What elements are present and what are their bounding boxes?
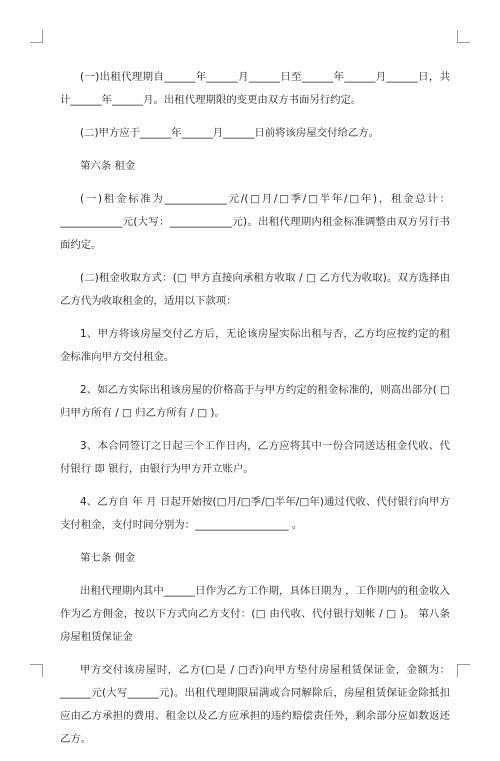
clause-rent-item-4: 4、乙方自 年 月 日起开始按(□月/□季/□半年/□年)通过代收、代付银行向甲方支付租金，支付时间分别为：__________________ 。 xyxy=(60,496,450,531)
clause-deposit: 甲方交付该房屋时，乙方(□是 / □否)向甲方垫付房屋租赁保证金，金额为：______元(大写______元)。出租代理期限届满或合同解除后，房屋租赁保证金除抵扣应由乙方承担的费用、租金以及乙方应承担的违约赔偿责任外，剩余部分应如数返还乙方。 xyxy=(60,664,450,745)
clause-rent-standard: (一)租金标准为____________元/(□月/□季/□半年/□年)，租金总计：____________元(大写：____________元)。出租代理期内租金标准调整由双方另行书面约定。 xyxy=(60,193,450,251)
clause-commission: 出租代理期内其中______日作为乙方工作期，具体日期为 ，工作期内的租金收入作为乙方佣金，按以下方式向乙方支付：(□ 由代收、代付银行划帐 / □ )。 第八条 房屋租赁保证金 xyxy=(60,585,450,643)
crop-mark-top-left xyxy=(30,30,43,43)
clause-rent-item-2: 2、如乙方实际出租该房屋的价格高于与甲方约定的租金标准的，则高出部分( □ 归甲方所有 / □ 归乙方所有 / □ )。 xyxy=(60,384,450,419)
clause-rent-item-3: 3、本合同签订之日起三个工作日内，乙方应将其中一份合同送达租金代收、代付银行 即 银行，由银行为甲方开立账户。 xyxy=(60,440,450,475)
document-body xyxy=(60,66,450,761)
article-6-heading: 第六条 租金 xyxy=(80,160,136,172)
article-7-heading: 第七条 佣金 xyxy=(80,552,136,564)
clause-agency-period: (一)出租代理期自______年______月______日至______年______月______日，共计______年______月。出租代理期限的变更由双方书面另行约定。 xyxy=(60,71,450,106)
crop-mark-bottom-right xyxy=(457,664,470,677)
crop-mark-top-right xyxy=(457,30,470,43)
clause-rent-collection: (二)租金收取方式：(□ 甲方直接向承租方收取 / □ 乙方代为收取)。双方选择由乙方代为收取租金的，适用以下款项： xyxy=(60,272,450,307)
crop-mark-bottom-left xyxy=(30,664,43,677)
clause-rent-item-1: 1、甲方将该房屋交付乙方后，无论该房屋实际出租与否，乙方均应按约定的租金标准向甲方交付租金。 xyxy=(60,328,450,363)
clause-handover-date: (二)甲方应于______年______月______日前将该房屋交付给乙方。 xyxy=(80,127,380,139)
